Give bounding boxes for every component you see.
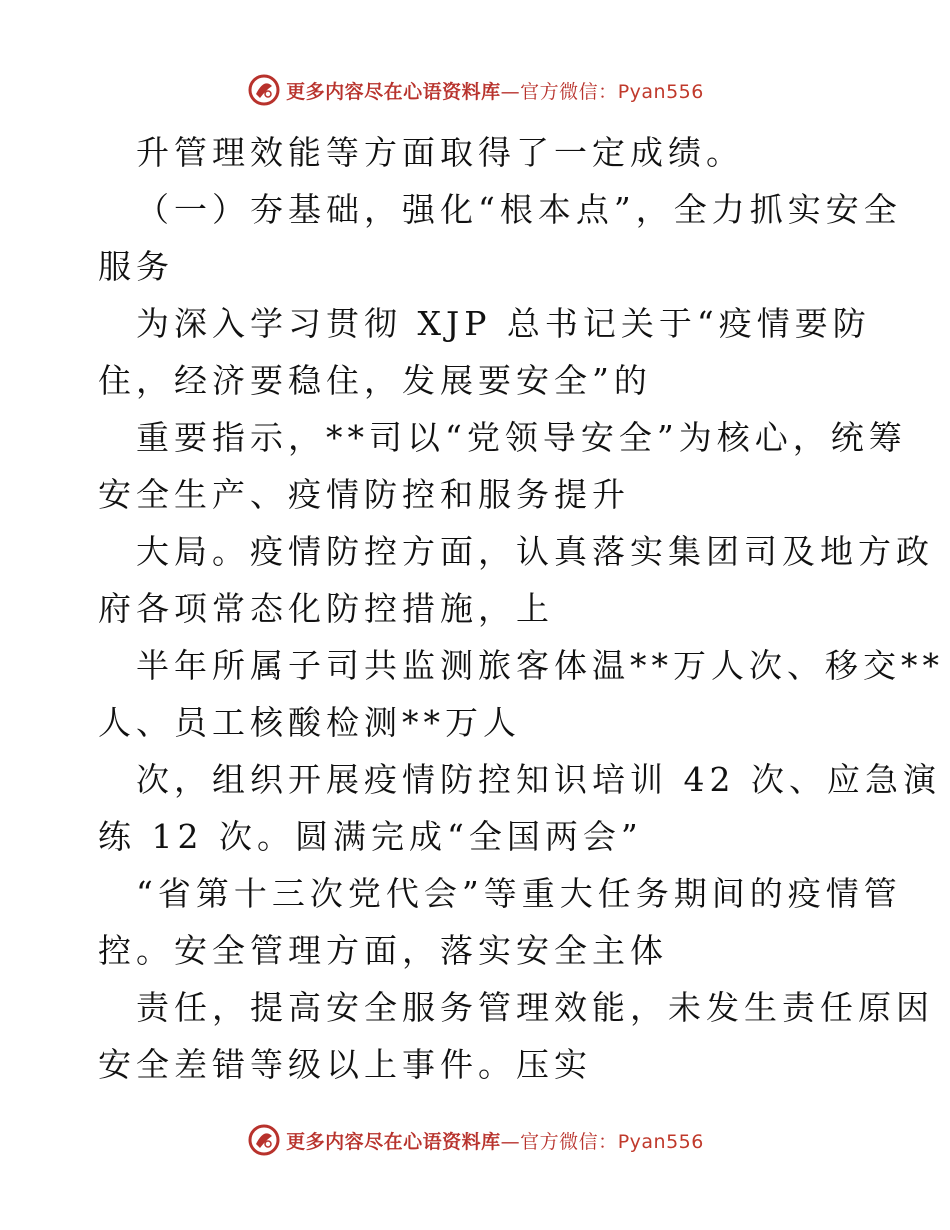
body-line-text: 半年所属子司共监测旅客体温**万人次、移交** [136,646,944,685]
lotus-logo-icon [246,72,282,108]
banner-handle: Pyan556 [617,80,704,103]
body-line-text: “省第十三次党代会”等重大任务期间的疫情管 [136,874,902,913]
body-line [98,295,871,352]
body-line [98,694,858,751]
lotus-logo-icon [246,1122,282,1158]
body-line-text: 安全差错等级以上事件。压实 [98,1045,592,1084]
body-line [98,181,902,238]
banner-text [286,77,704,104]
body-line-text: 府各项常态化防控措施，上 [98,589,554,628]
body-line-text: 服务 [98,247,174,286]
header-banner [0,68,950,112]
body-line-text: 住，经济要稳住，发展要安全”的 [98,361,652,400]
body-line-text: 升管理效能等方面取得了一定成绩。 [136,133,744,172]
body-line [98,238,858,295]
body-line [98,523,934,580]
body-line [98,865,902,922]
body-line [98,466,858,523]
body-line-text: 责任，提高安全服务管理效能，未发生责任原因 [136,988,934,1027]
footer-banner [0,1118,950,1162]
body-line-text: 为深入学习贯彻 XJP 总书记关于“疫情要防 [136,304,871,343]
body-line-text: （一）夯基础，强化“根本点”，全力抓实安全 [136,190,902,229]
banner-handle: Pyan556 [617,1130,704,1153]
body-line [98,124,858,181]
body-line [98,409,907,466]
body-line-text: 次，组织开展疫情防控知识培训 42 次、应急演 [136,760,941,799]
body-line [98,751,941,808]
body-line-text: 大局。疫情防控方面，认真落实集团司及地方政 [136,532,934,571]
banner-main: 更多内容尽在心语资料库 [286,80,501,103]
body-line [98,580,858,637]
body-line [98,637,944,694]
document-body [98,124,944,1093]
body-line-text: 重要指示，**司以“党领导安全”为核心，统筹 [136,418,907,457]
body-line [98,979,934,1036]
body-line [98,922,858,979]
body-line [98,352,858,409]
banner-sub: 官方微信： [520,1130,618,1153]
body-line [98,808,858,865]
banner-main: 更多内容尽在心语资料库 [286,1130,501,1153]
body-line-text: 控。安全管理方面，落实安全主体 [98,931,668,970]
banner-text [286,1127,704,1154]
body-line-text: 练 12 次。圆满完成“全国两会” [98,817,643,856]
banner-sub: 官方微信： [520,80,618,103]
banner-dash: — [500,80,521,103]
banner-dash: — [500,1130,521,1153]
body-line-text: 人、员工核酸检测**万人 [98,703,521,742]
body-line-text: 安全生产、疫情防控和服务提升 [98,475,630,514]
body-line [98,1036,858,1093]
